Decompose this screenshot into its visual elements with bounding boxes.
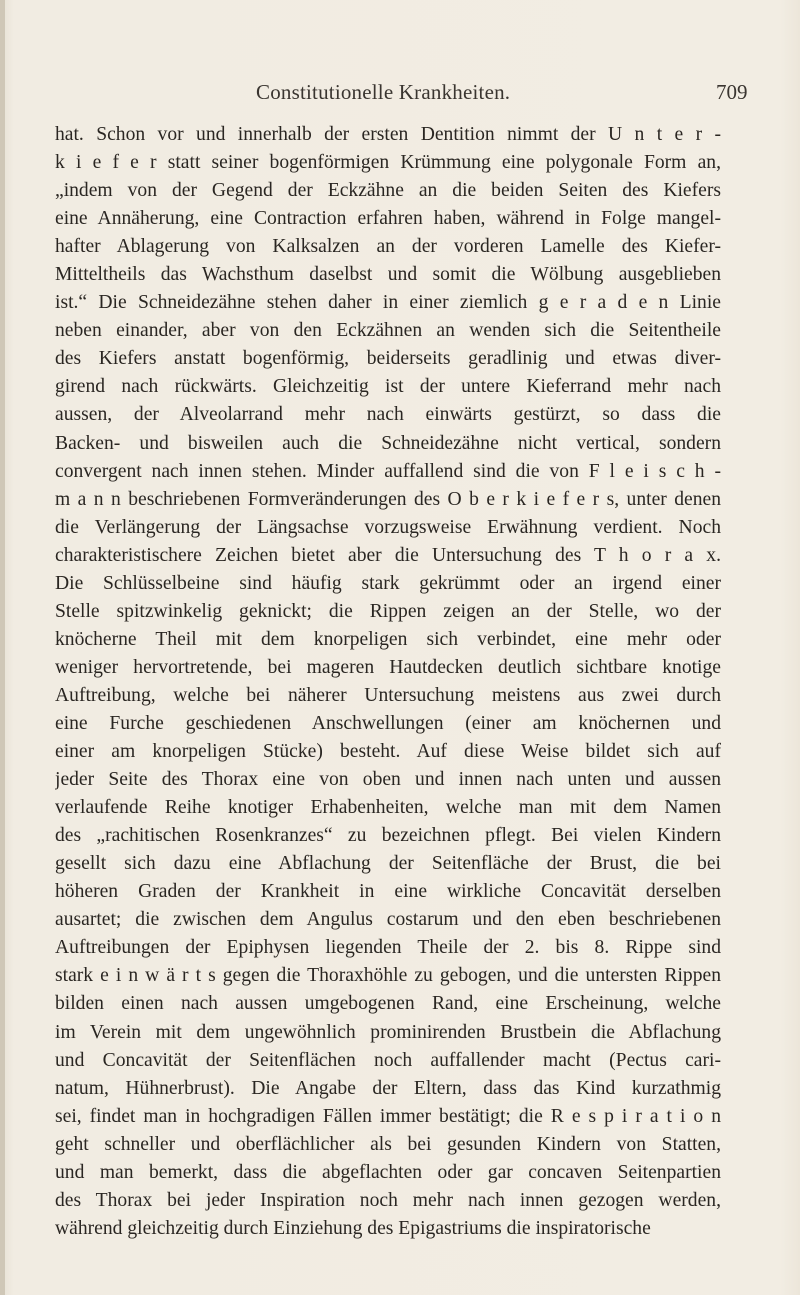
text-line: weniger hervortretende, bei mageren Hautdecken deutlich sichtbare knotige [55, 656, 721, 678]
text-line: m a n n beschriebenen Formveränderungen des O b e r k i e f e r s, unter denen [55, 488, 721, 510]
page-binding-edge [0, 0, 5, 1295]
text-line: des „rachitischen Rosenkranzes“ zu bezeichnen pflegt. Bei vielen Kindern [55, 825, 721, 847]
text-line: im Verein mit dem ungewöhnlich prominirenden Brustbein die Abflachung [55, 1021, 721, 1043]
text-line: charakteristischere Zeichen bietet aber die Untersuchung des T h o r a x. [55, 544, 721, 566]
text-line: einer am knorpeligen Stücke) besteht. Auf diese Weise bildet sich auf [55, 741, 721, 763]
running-head [0, 80, 800, 110]
text-line: und man bemerkt, dass die abgeflachten oder gar concaven Seitenpartien [55, 1161, 721, 1183]
text-line: und Concavität der Seitenflächen noch auffallender macht (Pectus cari- [55, 1049, 721, 1071]
body-text [55, 121, 721, 1243]
text-line: k i e f e r statt seiner bogenförmigen Krümmung eine polygonale Form an, [55, 152, 721, 174]
text-line: Mitteltheils das Wachsthum daselbst und somit die Wölbung ausgeblieben [55, 264, 721, 286]
text-line: des Kiefers anstatt bogenförmig, beiderseits geradlinig und etwas diver- [55, 348, 721, 370]
text-line: verlaufende Reihe knotiger Erhabenheiten, welche man mit dem Namen [55, 797, 721, 819]
text-line: Stelle spitzwinkelig geknickt; die Rippen zeigen an der Stelle, wo der [55, 600, 721, 622]
text-line: höheren Graden der Krankheit in eine wirkliche Concavität derselben [55, 881, 721, 903]
text-line: Auftreibungen der Epiphysen liegenden Theile der 2. bis 8. Rippe sind [55, 937, 721, 959]
text-line: natum, Hühnerbrust). Die Angabe der Eltern, dass das Kind kurzathmig [55, 1077, 721, 1099]
running-title: Constitutionelle Krankheiten. [256, 80, 511, 104]
text-line: Auftreibung, welche bei näherer Untersuchung meistens aus zwei durch [55, 684, 721, 706]
text-line: geht schneller und oberflächlicher als bei gesunden Kindern von Statten, [55, 1133, 721, 1155]
text-line: während gleichzeitig durch Einziehung des Epigastriums die inspiratorische [55, 1217, 651, 1239]
page-number: 709 [716, 80, 748, 104]
text-line: stark e i n w ä r t s gegen die Thoraxhöhle zu gebogen, und die untersten Rippen [55, 965, 721, 987]
text-line: knöcherne Theil mit dem knorpeligen sich verbindet, eine mehr oder [55, 628, 721, 650]
text-line: gesellt sich dazu eine Abflachung der Seitenfläche der Brust, die bei [55, 853, 721, 875]
text-line: ist.“ Die Schneidezähne stehen daher in einer ziemlich g e r a d e n Linie [55, 292, 721, 314]
text-line: die Verlängerung der Längsachse vorzugsweise Erwähnung verdient. Noch [55, 516, 721, 538]
text-line: convergent nach innen stehen. Minder auffallend sind die von F l e i s c h - [55, 460, 721, 482]
text-line: Die Schlüsselbeine sind häufig stark gekrümmt oder an irgend einer [55, 572, 721, 594]
text-line: hat. Schon vor und innerhalb der ersten Dentition nimmt der U n t e r - [55, 124, 721, 145]
text-line: neben einander, aber von den Eckzähnen an wenden sich die Seitentheile [55, 320, 721, 342]
text-line: „indem von der Gegend der Eckzähne an die beiden Seiten des Kiefers [55, 180, 721, 202]
text-line: ausartet; die zwischen dem Angulus costarum und den eben beschriebenen [55, 909, 721, 931]
text-line: bilden einen nach aussen umgebogenen Rand, eine Erscheinung, welche [55, 993, 721, 1015]
text-line: hafter Ablagerung von Kalksalzen an der vorderen Lamelle des Kiefer- [55, 236, 721, 258]
text-line: Backen- und bisweilen auch die Schneidezähne nicht vertical, sondern [55, 432, 721, 454]
text-line: jeder Seite des Thorax eine von oben und innen nach unten und aussen [55, 769, 721, 791]
text-line: des Thorax bei jeder Inspiration noch mehr nach innen gezogen werden, [55, 1189, 721, 1211]
text-line: girend nach rückwärts. Gleichzeitig ist der untere Kieferrand mehr nach [55, 376, 721, 398]
text-line: eine Annäherung, eine Contraction erfahren haben, während in Folge mangel- [55, 208, 721, 230]
text-line: sei, findet man in hochgradigen Fällen immer bestätigt; die R e s p i r a t i o n [55, 1105, 721, 1127]
text-line: aussen, der Alveolarrand mehr nach einwärts gestürzt, so dass die [55, 404, 721, 426]
text-line: eine Furche geschiedenen Anschwellungen (einer am knöchernen und [55, 712, 721, 734]
